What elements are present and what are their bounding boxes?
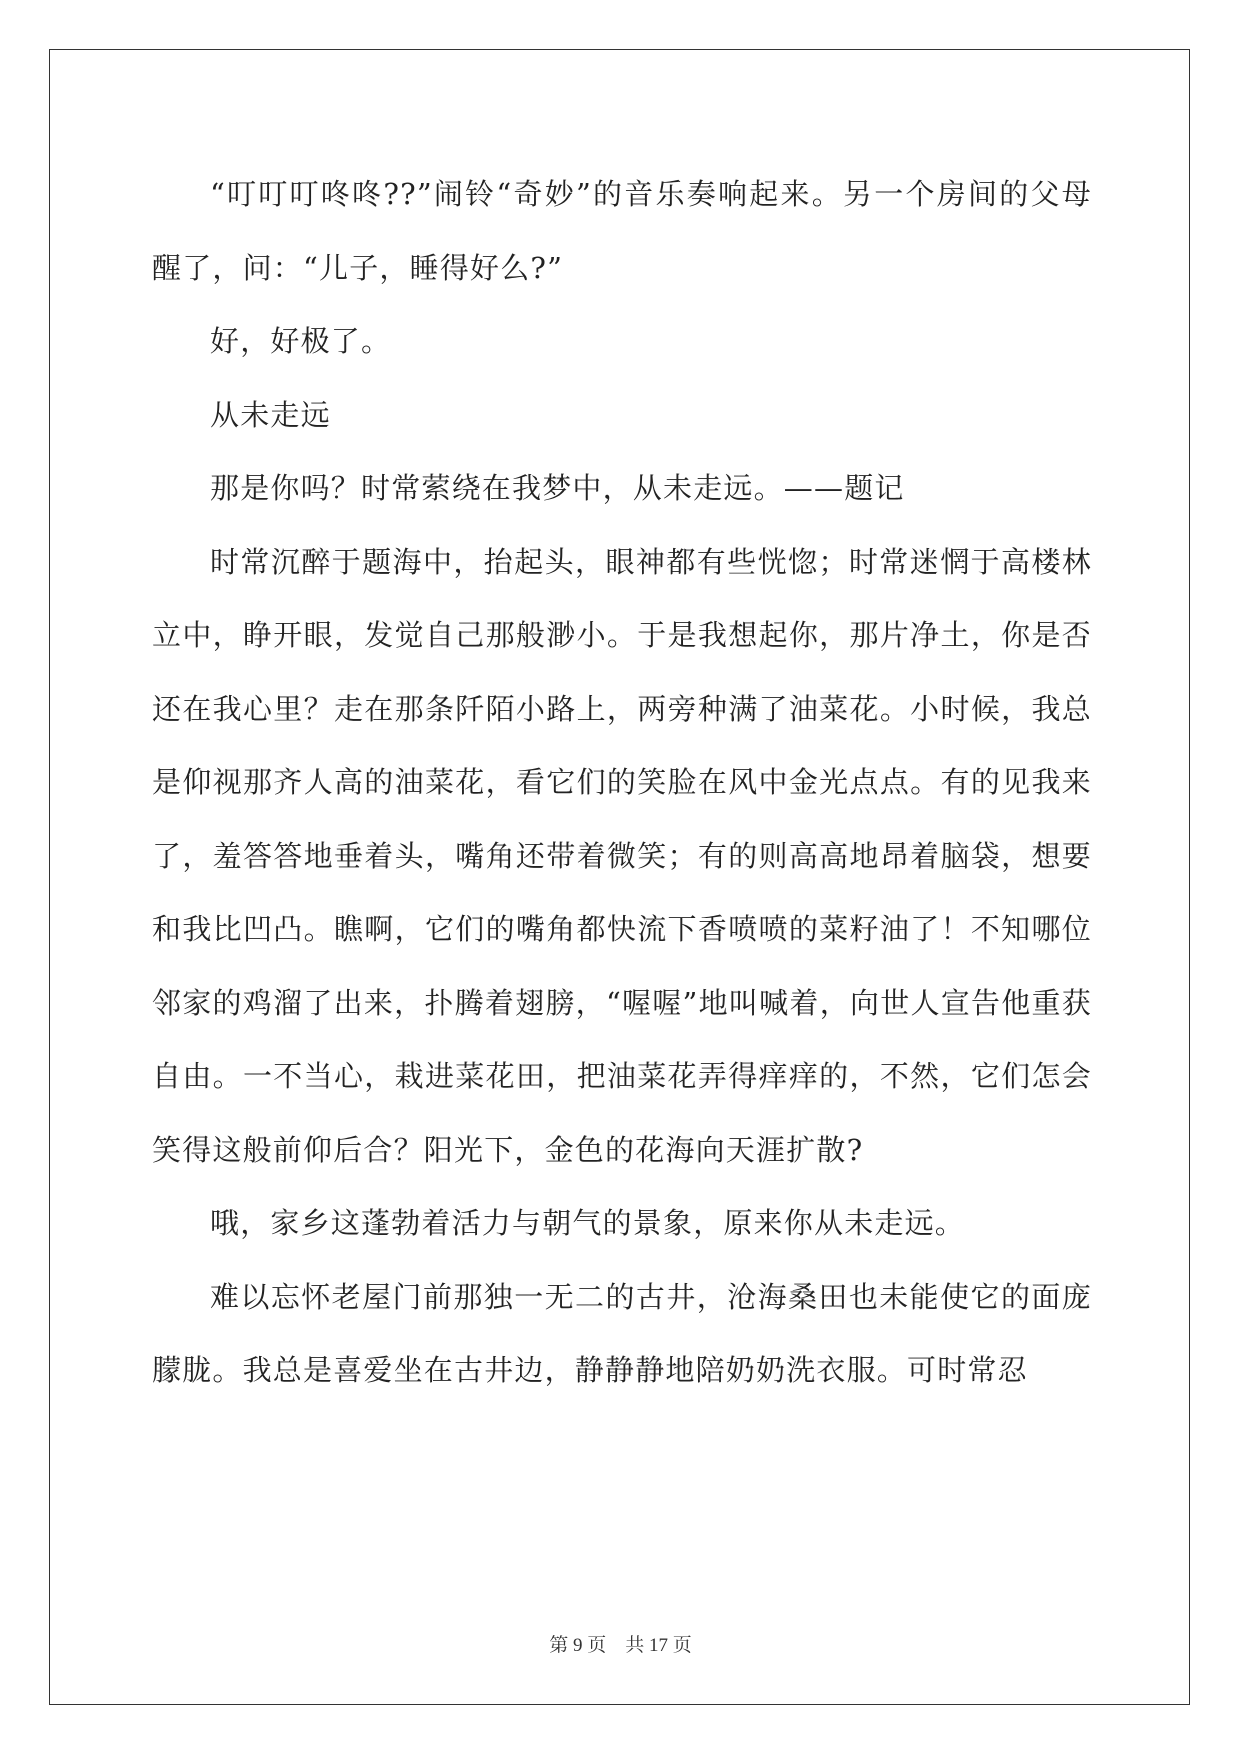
document-body <box>152 158 1092 1408</box>
paragraph: 时常沉醉于题海中，抬起头，眼神都有些恍惚；时常迷惘于高楼林立中，睁开眼，发觉自己那般渺小。于是我想起你，那片净土，你是否还在我心里？走在那条阡陌小路上，两旁种满了油菜花。小时候，我总是仰视那齐人高的油菜花，看它们的笑脸在风中金光点点。有的见我来了，羞答答地垂着头，嘴角还带着微笑；有的则高高地昂着脑袋，想要和我比凹凸。瞧啊，它们的嘴角都快流下香喷喷的菜籽油了！不知哪位邻家的鸡溜了出来，扑腾着翅膀，“喔喔”地叫喊着，向世人宣告他重获自由。一不当心，栽进菜花田，把油菜花弄得痒痒的，不然，它们怎会笑得这般前仰后合？阳光下，金色的花海向天涯扩散? <box>152 544 1092 1167</box>
section-heading: 从未走远 <box>210 397 331 432</box>
paragraph: 好，好极了。 <box>210 324 392 358</box>
paragraph: 哦，家乡这蓬勃着活力与朝气的景象，原来你从未走远。 <box>210 1206 966 1240</box>
epigraph: 那是你吗？时常萦绕在我梦中，从未走远。——题记 <box>210 471 905 505</box>
paragraph: “叮叮叮咚咚??”闹铃“奇妙”的音乐奏响起来。另一个房间的父母醒了，问：“儿子，睡得好么?” <box>152 177 1092 285</box>
paragraph: 难以忘怀老屋门前那独一无二的古井，沧海桑田也未能使它的面庞朦胧。我总是喜爱坐在古井边，静静静地陪奶奶洗衣服。可时常忍 <box>152 1279 1092 1387</box>
page-number-footer: 第 9 页 共 17 页 <box>549 1635 692 1656</box>
